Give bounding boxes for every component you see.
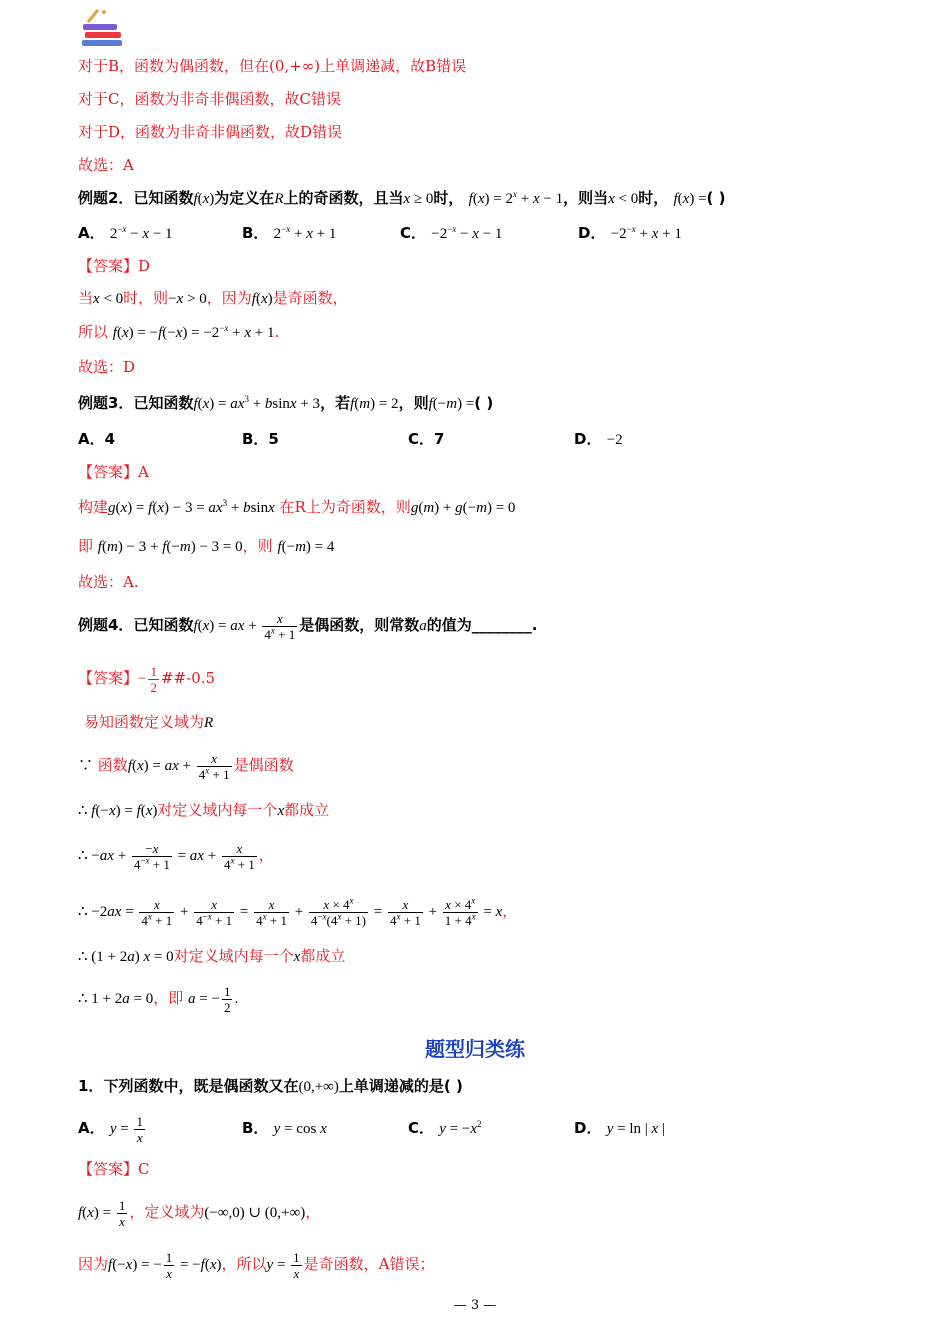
solution-line: ∴ −2ax = $\frac{x}{4^x + 1}$ + $\frac{x}{4^{-x} + 1}$ = $\frac{x}{4^x + 1}$ + $\frac{x \times 4^x}{4^{-x}(4^x + 1)}$ = $\frac{x}{4^x + 1}$ + $\frac{x \times 4^x}{1 + 4^x}$ = x， — [78, 895, 518, 929]
solution-line: 构建$g(x) = f(x) - 3 = ax^3 + bsinx$ 在R上为奇函数，则g(m) + g(−m) = 0 — [78, 498, 516, 516]
answer: 【答案】D — [78, 257, 151, 275]
solution-line: ∴ 1 + 2a = 0，即 a = − $\frac{1}{2}$ . — [78, 984, 239, 1016]
text-line: 对于C，函数为非奇非偶函数，故C错误 — [78, 90, 341, 108]
option-a: A． y = $\frac{1}{x}$ — [78, 1114, 143, 1146]
option-c: C．7 — [408, 430, 445, 448]
solution-line: ∴ (1 + 2a) x = 0对定义域内每一个x都成立 — [78, 947, 346, 965]
solution-line: ∴ −ax + $\frac{-x}{4^{-x} + 1}$ = ax + $\frac{x}{4^x + 1}$ ， — [78, 841, 274, 873]
option-c: C． $y = -x^2$ — [408, 1119, 482, 1137]
answer: 【答案】C — [78, 1160, 150, 1178]
option-b: B． y = cos x — [242, 1119, 327, 1137]
option-c: C． $-2^{-x} - x - 1$ — [400, 224, 503, 242]
solution-line: 当x < 0时，则−x > 0，因为f(x)是奇函数， — [78, 289, 348, 307]
solution-line: f(x) = $\frac{1}{x}$ ，定义域为(−∞,0) ∪ (0,+∞)， — [78, 1198, 321, 1230]
question-1: 1．下列函数中，既是偶函数又在(0,+∞)上单调递减的是( ) — [78, 1077, 463, 1095]
option-d: D． $-2^{-x} + x + 1$ — [578, 224, 682, 242]
example-4-question: 例题4．已知函数f(x) = ax + $\frac{x}{4^x + 1}$ 是偶函数，则常数a的值为________. — [78, 611, 538, 643]
option-a: A．4 — [78, 430, 116, 448]
option-b: B．5 — [242, 430, 279, 448]
solution-line: ∴ f(−x) = f(x)对定义域内每一个x都成立 — [78, 801, 330, 819]
solution-line: 易知函数定义域为R — [84, 713, 214, 731]
option-d: D． −2 — [574, 430, 623, 448]
solution-line: 故选：D — [78, 358, 136, 376]
answer: 【答案】− $\frac{1}{2}$ ##-0.5 — [78, 664, 216, 696]
solution-line: ∵ 函数f(x) = ax + $\frac{x}{4^x + 1}$ 是偶函数 — [78, 751, 294, 783]
answer: 【答案】A — [78, 463, 149, 481]
section-title: 题型归类练 — [425, 1037, 525, 1061]
page-number: — 3 — — [453, 1298, 497, 1313]
solution-line: 因为f(−x) = − $\frac{1}{x}$ = −f(x)，所以y = $\frac{1}{x}$ 是奇函数，A错误； — [78, 1250, 435, 1282]
text-line: 对于D，函数为非奇非偶函数，故D错误 — [78, 123, 343, 141]
option-a: A． $2^{-x} - x - 1$ — [78, 224, 173, 242]
text-line: 故选：A — [78, 156, 134, 174]
option-d: D． y = ln | x | — [574, 1119, 665, 1137]
option-b: B． $2^{-x} + x + 1$ — [242, 224, 337, 242]
solution-line: 所以 $f(x) = -f(-x) = -2^{-x} + x + 1$. — [78, 323, 280, 341]
example-2-question: 例题2．已知函数f(x)为定义在R上的奇函数，且当x ≥ 0时， $f(x) = 2^x + x - 1$，则当x < 0时， f(x) =( ) — [78, 189, 726, 207]
solution-line: 即 f(m) − 3 + f(−m) − 3 = 0，则 f(−m) = 4 — [78, 537, 335, 555]
example-3-question: 例题3．已知函数$f(x) = ax^3 + bsinx + 3$，若f(m) = 2，则f(−m) =( ) — [78, 394, 494, 412]
text-line: 对于B，函数为偶函数，但在(0,+∞)上单调递减，故B错误 — [78, 57, 467, 75]
books-icon — [80, 8, 130, 50]
solution-line: 故选：A. — [78, 573, 139, 591]
